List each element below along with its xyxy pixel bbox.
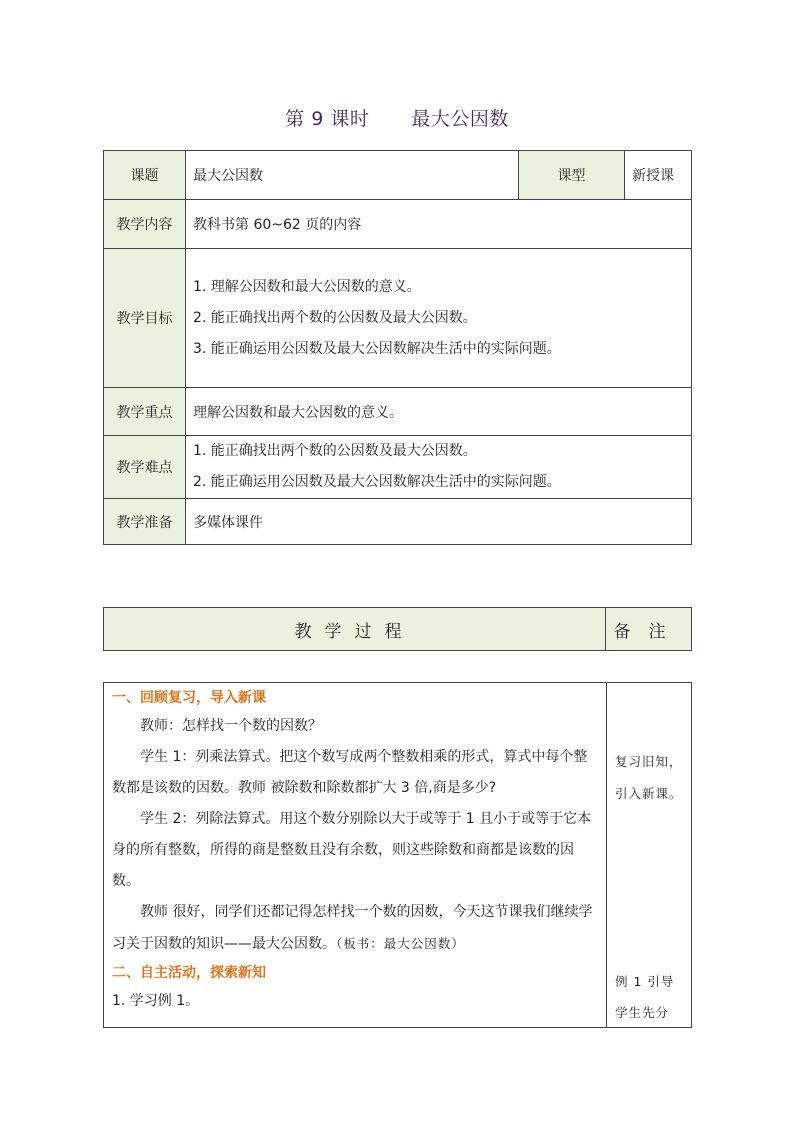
lesson-topic: 最大公因数 xyxy=(411,108,509,130)
goals-label: 教学目标 xyxy=(104,249,186,388)
difficulty-label: 教学难点 xyxy=(104,436,186,499)
paragraph: 学生 1：列乘法算式。把这个数写成两个整数相乘的形式，算式中每个整数都是该数的因数。教师 被除数和除数都扩大 3 倍,商是多少? xyxy=(112,749,588,796)
section-heading: 二、自主活动，探索新知 xyxy=(112,965,266,981)
prep-label: 教学准备 xyxy=(104,499,186,545)
content-label: 教学内容 xyxy=(104,200,186,249)
paragraph-text: 教师 很好，同学们还都记得怎样找一个数的因数，今天这节课我们继续学习关于因数的知识——最大公因数。 xyxy=(112,904,593,952)
difficulty-item: 2. 能正确运用公因数及最大公因数解决生活中的实际问题。 xyxy=(193,474,561,490)
type-label: 课型 xyxy=(519,151,625,200)
process-heading: 教学过程 xyxy=(104,608,606,651)
notes-heading: 备注 xyxy=(606,608,692,651)
page-title xyxy=(0,104,794,131)
section-heading: 一、回顾复习，导入新课 xyxy=(112,690,266,706)
goals-cell xyxy=(186,249,692,388)
paragraph: 学生 2：列除法算式。用这个数分别除以大于或等于 1 且小于或等于它本身的所有整数，所得的商是整数且没有余数，则这些除数和商都是该数的因数。 xyxy=(112,811,592,889)
prep-value: 多媒体课件 xyxy=(186,499,692,545)
title-value: 最大公因数 xyxy=(186,151,519,200)
content-value: 教科书第 60~62 页的内容 xyxy=(186,200,692,249)
title-label: 课题 xyxy=(104,151,186,200)
difficulty-cell xyxy=(186,436,692,499)
goal-item: 3. 能正确运用公因数及最大公因数解决生活中的实际问题。 xyxy=(193,340,561,357)
key-value: 理解公因数和最大公因数的意义。 xyxy=(186,388,692,436)
note-text: 复习旧知，引入新课。 xyxy=(615,754,683,801)
paragraph: 1. 学习例 1。 xyxy=(112,993,200,1009)
paragraph: 教师：怎样找一个数的因数？ xyxy=(140,718,322,734)
note-text: 例 1 引导学生先分 xyxy=(615,974,675,1020)
key-label: 教学重点 xyxy=(104,388,186,436)
board-note: （板书：最大公因数） xyxy=(336,936,465,951)
goal-item: 2. 能正确找出两个数的公因数及最大公因数。 xyxy=(193,309,477,326)
type-value: 新授课 xyxy=(625,151,692,200)
lesson-number: 第 9 课时 xyxy=(285,108,370,130)
difficulty-item: 1. 能正确找出两个数的公因数及最大公因数。 xyxy=(193,443,477,459)
process-content xyxy=(104,683,607,1028)
goal-item: 1. 理解公因数和最大公因数的意义。 xyxy=(193,278,421,295)
process-header-table xyxy=(103,607,692,651)
notes-cell xyxy=(607,683,692,1028)
lesson-info-table xyxy=(103,150,692,545)
paragraph xyxy=(112,897,600,960)
process-table xyxy=(103,682,692,1028)
